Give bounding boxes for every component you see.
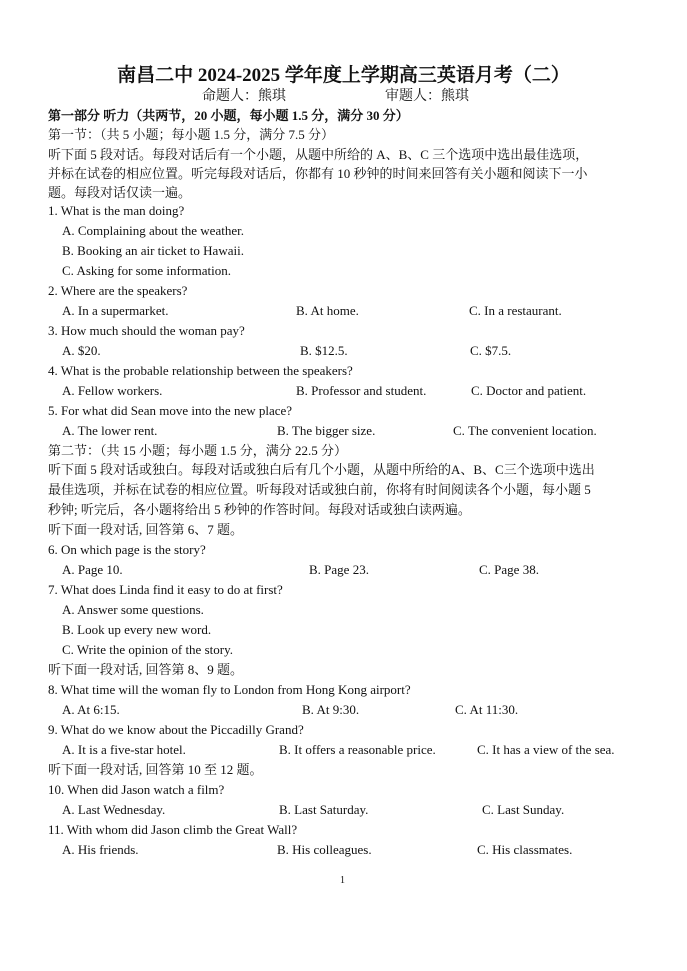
instruction-line: 听下面 5 段对话。每段对话后有一个小题，从题中所给的 A、B、C 三个选项中选出最佳选项， bbox=[48, 147, 589, 162]
option-c: C. Asking for some information. bbox=[62, 263, 231, 278]
option-c: C. In a restaurant. bbox=[469, 303, 562, 318]
page-title: 南昌二中 2024-2025 学年度上学期高三英语月考（二） bbox=[117, 65, 570, 86]
option-c: C. Last Sunday. bbox=[482, 802, 565, 817]
part-heading: 第一部分 听力（共两节，20 小题，每小题 1.5 分，满分 30 分） bbox=[48, 108, 409, 123]
question-text: 1. What is the man doing? bbox=[48, 203, 185, 218]
instruction-line: 秒钟; 听完后，各小题将给出 5 秒钟的作答时间。每段对话或独白读两遍。 bbox=[48, 502, 471, 517]
option-a: A. Fellow workers. bbox=[62, 383, 163, 398]
dialogue-heading: 听下面一段对话, 回答第 10 至 12 题。 bbox=[48, 762, 263, 777]
dialogue-heading: 听下面一段对话, 回答第 6、7 题。 bbox=[48, 522, 244, 537]
option-b: B. At 9:30. bbox=[302, 702, 360, 717]
option-b: B. At home. bbox=[296, 303, 359, 318]
option-a: A. It is a five-star hotel. bbox=[62, 742, 186, 757]
page-number: 1 bbox=[340, 875, 345, 886]
option-c: C. Page 38. bbox=[479, 562, 539, 577]
instruction-line: 并标在试卷的相应位置。听完每段对话后，你都有 10 秒钟的时间来回答有关小题和阅读下一小 bbox=[48, 166, 588, 181]
option-b: B. The bigger size. bbox=[277, 423, 376, 438]
option-a: A. $20. bbox=[62, 343, 101, 358]
option-b: B. His colleagues. bbox=[277, 842, 372, 857]
question-text: 7. What does Linda find it easy to do at first? bbox=[48, 582, 283, 597]
author: 命题人：熊琪 bbox=[202, 89, 286, 104]
option-b: B. $12.5. bbox=[300, 343, 348, 358]
option-b: B. Professor and student. bbox=[296, 383, 427, 398]
option-c: C. Write the opinion of the story. bbox=[62, 642, 233, 657]
question-text: 6. On which page is the story? bbox=[48, 542, 206, 557]
option-a: A. Last Wednesday. bbox=[62, 802, 166, 817]
question-text: 4. What is the probable relationship between the speakers? bbox=[48, 363, 353, 378]
question-text: 3. How much should the woman pay? bbox=[48, 323, 245, 338]
option-b: B. It offers a reasonable price. bbox=[279, 742, 436, 757]
option-a: A. Complaining about the weather. bbox=[62, 223, 244, 238]
question-text: 10. When did Jason watch a film? bbox=[48, 782, 225, 797]
reviewer: 审题人：熊琪 bbox=[385, 89, 469, 104]
question-text: 8. What time will the woman fly to London from Hong Kong airport? bbox=[48, 682, 411, 697]
option-a: A. Page 10. bbox=[62, 562, 123, 577]
option-a: A. In a supermarket. bbox=[62, 303, 169, 318]
option-a: A. The lower rent. bbox=[62, 423, 158, 438]
section-heading: 第二节：（共 15 小题；每小题 1.5 分，满分 22.5 分） bbox=[48, 443, 348, 458]
option-c: C. The convenient location. bbox=[453, 423, 597, 438]
section-heading: 第一节：（共 5 小题；每小题 1.5 分，满分 7.5 分） bbox=[48, 127, 335, 142]
question-text: 2. Where are the speakers? bbox=[48, 283, 188, 298]
option-b: B. Last Saturday. bbox=[279, 802, 369, 817]
option-a: A. At 6:15. bbox=[62, 702, 120, 717]
instruction-line: 题。每段对话仅读一遍。 bbox=[48, 185, 192, 200]
option-a: A. Answer some questions. bbox=[62, 602, 204, 617]
option-c: C. Doctor and patient. bbox=[471, 383, 587, 398]
option-b: B. Booking an air ticket to Hawaii. bbox=[62, 243, 244, 258]
question-text: 11. With whom did Jason climb the Great Wall? bbox=[48, 822, 298, 837]
option-a: A. His friends. bbox=[62, 842, 139, 857]
option-c: C. At 11:30. bbox=[455, 702, 519, 717]
option-c: C. His classmates. bbox=[477, 842, 573, 857]
question-text: 5. For what did Sean move into the new place? bbox=[48, 403, 293, 418]
option-c: C. $7.5. bbox=[470, 343, 512, 358]
question-text: 9. What do we know about the Piccadilly Grand? bbox=[48, 722, 304, 737]
option-c: C. It has a view of the sea. bbox=[477, 742, 615, 757]
option-b: B. Look up every new word. bbox=[62, 622, 212, 637]
instruction-line: 听下面 5 段对话或独白。每段对话或独白后有几个小题，从题中所给的A、B、C三个选项中选出 bbox=[48, 462, 595, 477]
instruction-line: 最佳选项，并标在试卷的相应位置。听每段对话或独白前，你将有时间阅读各个小题，每小题 5 bbox=[48, 482, 591, 497]
option-b: B. Page 23. bbox=[309, 562, 369, 577]
dialogue-heading: 听下面一段对话, 回答第 8、9 题。 bbox=[48, 662, 244, 677]
